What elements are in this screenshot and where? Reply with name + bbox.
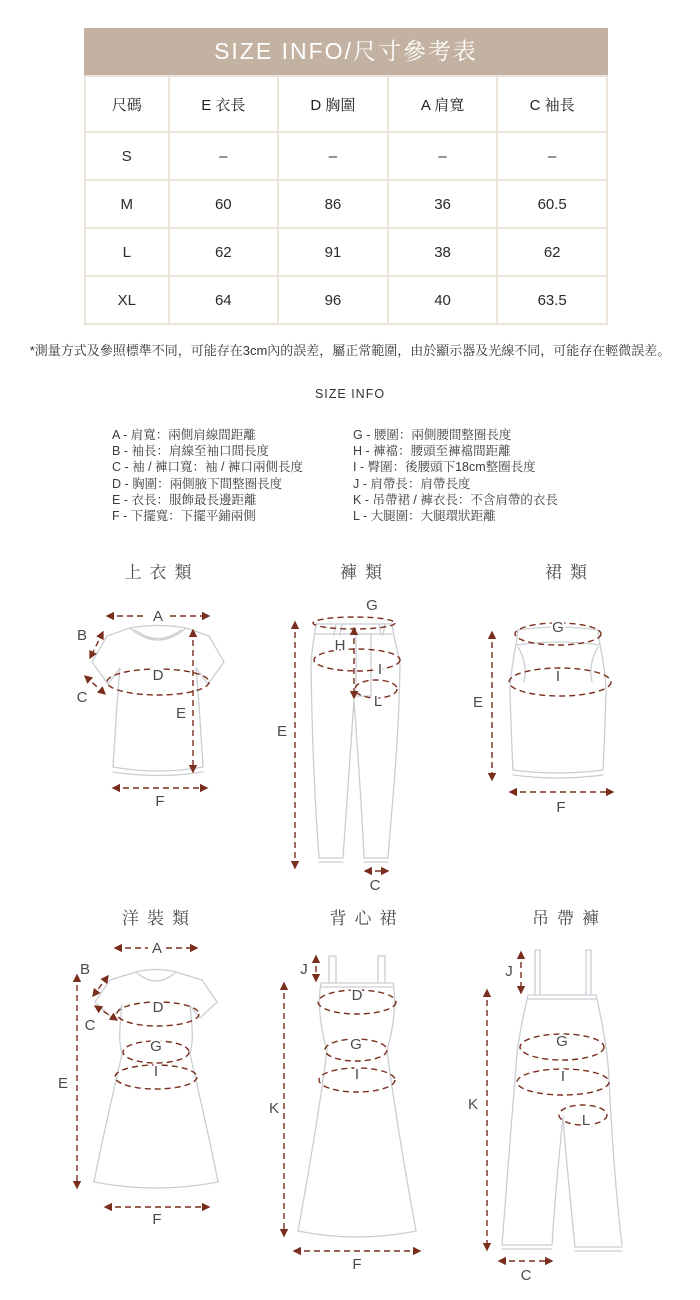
- measure-label-I: I: [555, 668, 561, 685]
- legend-item: H - 褲襠：腰頭至褲襠間距離: [353, 444, 511, 459]
- table-row: [85, 276, 607, 324]
- col-header-sleeve: C 袖長: [497, 76, 607, 132]
- overalls-outline: [502, 950, 622, 1251]
- skirt-outline: [510, 627, 606, 778]
- diagram-dress: [48, 908, 263, 1241]
- value-cell: 40: [388, 276, 498, 324]
- measure-label-E: E: [175, 705, 187, 722]
- table-row: [85, 180, 607, 228]
- overalls-measure-lines: [487, 952, 609, 1261]
- tshirt-diagram: [58, 590, 258, 820]
- pants-measure-lines: [295, 617, 400, 871]
- value-cell: –: [497, 132, 607, 180]
- col-header-shoulder: A 肩寬: [388, 76, 498, 132]
- legend-item: L - 大腿圍：大腿環狀距離: [353, 509, 496, 524]
- value-cell: 96: [278, 276, 388, 324]
- measure-label-J: J: [505, 963, 513, 980]
- value-cell: 64: [169, 276, 279, 324]
- measure-label-G: G: [552, 619, 564, 636]
- pants-diagram: [272, 590, 450, 905]
- value-cell: –: [278, 132, 388, 180]
- measure-label-G: G: [366, 597, 378, 614]
- legend-left: [112, 427, 303, 524]
- value-cell: 60.5: [497, 180, 607, 228]
- measure-label-D: D: [152, 999, 164, 1016]
- measure-label-D: D: [351, 987, 363, 1004]
- measure-label-B: B: [76, 627, 88, 644]
- measure-label-I: I: [354, 1066, 360, 1083]
- measure-label-J: J: [300, 961, 308, 978]
- measure-label-C: C: [520, 1267, 532, 1284]
- legend-item: E - 衣長：服飾最長邊距離: [112, 492, 257, 507]
- legend-item: C - 袖 / 褲口寬：袖 / 褲口兩側長度: [112, 460, 303, 475]
- measure-label-C: C: [369, 877, 381, 894]
- value-cell: 62: [169, 228, 279, 276]
- col-header-bust: D 胸圍: [278, 76, 388, 132]
- measure-label-G: G: [350, 1036, 362, 1053]
- size-info-heading: SIZE INFO: [314, 387, 386, 401]
- measure-label-D: D: [152, 667, 164, 684]
- measure-label-B: B: [79, 961, 91, 978]
- col-header-length: E 衣長: [169, 76, 279, 132]
- value-cell: 36: [388, 180, 498, 228]
- value-cell: 86: [278, 180, 388, 228]
- value-cell: 38: [388, 228, 498, 276]
- legend-item: J - 肩帶長：肩帶長度: [353, 476, 471, 491]
- diagram-tops: [58, 562, 258, 825]
- legend-item: K - 吊帶裙 / 褲衣長：不含肩帶的衣長: [353, 492, 558, 507]
- diagram-overalls: [458, 908, 673, 1300]
- legend-item: B - 袖長：肩線至袖口間長度: [112, 444, 269, 459]
- diagram-skirt: [466, 562, 666, 830]
- tshirt-outline: [92, 626, 224, 776]
- size-table: [84, 75, 608, 325]
- measure-label-C: C: [84, 1017, 96, 1034]
- table-row: [85, 228, 607, 276]
- size-cell: S: [85, 132, 169, 180]
- measure-label-A: A: [152, 608, 164, 625]
- size-cell: L: [85, 228, 169, 276]
- measure-label-I: I: [377, 661, 383, 678]
- col-header-size: 尺碼: [85, 76, 169, 132]
- measure-label-E: E: [472, 694, 484, 711]
- legend-item: F - 下擺寬：下擺平鋪兩側: [112, 509, 256, 524]
- legend-item: A - 肩寬：兩側肩線間距離: [112, 428, 256, 442]
- measure-label-L: L: [581, 1112, 591, 1129]
- measure-label-K: K: [467, 1096, 479, 1113]
- value-cell: 63.5: [497, 276, 607, 324]
- diagram-vest-dress: [268, 908, 458, 1286]
- measure-label-F: F: [155, 793, 165, 810]
- measure-label-F: F: [352, 1256, 362, 1273]
- size-cell: M: [85, 180, 169, 228]
- measure-label-G: G: [150, 1038, 162, 1055]
- page-title: SIZE INFO/尺寸參考表: [84, 28, 608, 75]
- measure-label-E: E: [57, 1075, 69, 1092]
- diagram-tops-title: 上衣類: [124, 563, 200, 582]
- measure-label-F: F: [152, 1211, 162, 1228]
- measure-label-C: C: [76, 689, 88, 706]
- vest-dress-diagram: [268, 936, 458, 1281]
- size-cell: XL: [85, 276, 169, 324]
- diagram-pants-title: 褲類: [340, 563, 390, 582]
- value-cell: 91: [278, 228, 388, 276]
- value-cell: –: [169, 132, 279, 180]
- legend-item: I - 臀圍：後腰頭下18cm整圈長度: [353, 460, 536, 475]
- diagram-pants: [272, 562, 450, 910]
- diagram-dress-title: 洋裝類: [122, 909, 197, 928]
- value-cell: –: [388, 132, 498, 180]
- measure-label-L: L: [373, 693, 383, 710]
- measure-label-H: H: [334, 637, 346, 654]
- diagram-skirt-title: 裙類: [545, 563, 595, 582]
- legend-item: G - 腰圍：兩側腰間整圈長度: [353, 428, 512, 442]
- measure-label-A: A: [151, 940, 163, 957]
- legend-right: [353, 427, 558, 524]
- measure-label-I: I: [153, 1063, 159, 1080]
- measure-label-I: I: [560, 1068, 566, 1085]
- dress-diagram: [48, 936, 263, 1236]
- legend-item: D - 胸圍：兩側腋下間整圈長度: [112, 476, 283, 491]
- measure-label-G: G: [556, 1033, 568, 1050]
- measure-label-E: E: [276, 723, 288, 740]
- table-header-row: [85, 76, 607, 132]
- diagram-vest-dress-title: 背心裙: [329, 909, 405, 928]
- diagram-overalls-title: 吊帶褲: [532, 909, 607, 928]
- table-row: [85, 132, 607, 180]
- measure-label-F: F: [556, 799, 566, 816]
- value-cell: 60: [169, 180, 279, 228]
- pants-outline: [311, 624, 400, 862]
- overalls-diagram: [458, 936, 673, 1296]
- skirt-diagram: [466, 590, 666, 825]
- tolerance-note: *測量方式及參照標準不同，可能存在3cm內的誤差，屬正常範圍，由於顯示器及光線不同，可能存在輕微誤差。: [29, 343, 671, 358]
- measure-label-K: K: [268, 1100, 280, 1117]
- value-cell: 62: [497, 228, 607, 276]
